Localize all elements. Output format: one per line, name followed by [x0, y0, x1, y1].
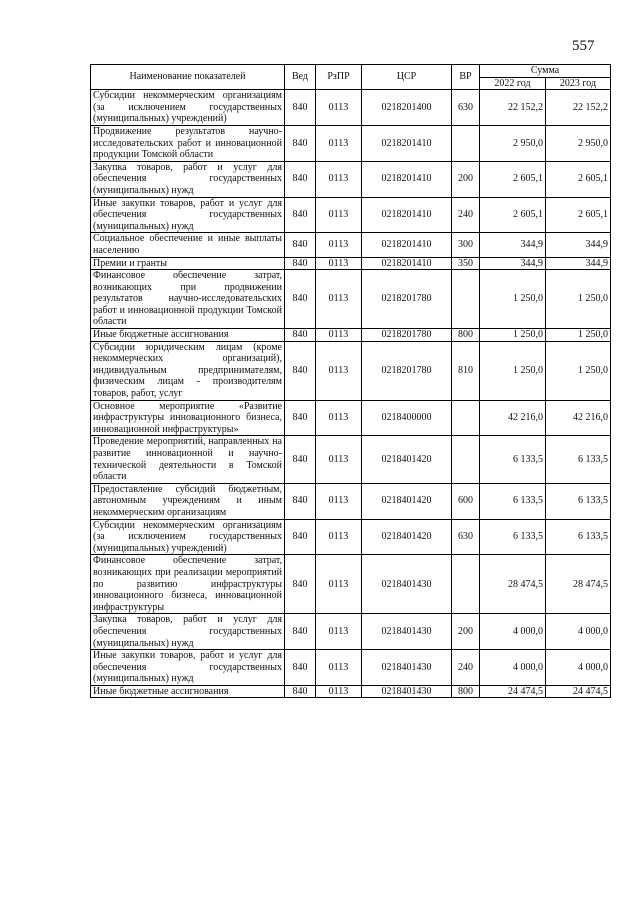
row-sum-2023: 1 250,0 — [546, 270, 611, 329]
table-row — [91, 125, 611, 161]
row-sum-2022: 4 000,0 — [480, 614, 546, 650]
row-csr: 0218201410 — [362, 161, 452, 197]
row-ved: 840 — [285, 519, 316, 555]
header-sum: Сумма — [480, 65, 611, 78]
row-sum-2022: 344,9 — [480, 257, 546, 270]
table-row — [91, 161, 611, 197]
page-number: 557 — [572, 38, 595, 54]
row-name: Предоставление субсидий бюджетным, автономным учреждениям и иным некоммерческим организациям — [91, 483, 285, 519]
row-sum-2023: 42 216,0 — [546, 400, 611, 436]
row-csr: 0218201410 — [362, 233, 452, 257]
row-sum-2022: 4 000,0 — [480, 650, 546, 686]
row-vr: 240 — [452, 197, 480, 233]
header-rzpr: РзПР — [316, 65, 362, 90]
row-sum-2023: 6 133,5 — [546, 483, 611, 519]
row-sum-2023: 2 605,1 — [546, 161, 611, 197]
row-csr: 0218201410 — [362, 257, 452, 270]
row-rzpr: 0113 — [316, 685, 362, 698]
row-name: Субсидии некоммерческим организациям (за исключением государственных (муниципальных) учреждений) — [91, 519, 285, 555]
row-sum-2022: 22 152,2 — [480, 90, 546, 126]
row-sum-2022: 6 133,5 — [480, 519, 546, 555]
row-csr: 0218201400 — [362, 90, 452, 126]
row-csr: 0218401430 — [362, 650, 452, 686]
row-sum-2023: 24 474,5 — [546, 685, 611, 698]
row-rzpr: 0113 — [316, 125, 362, 161]
row-vr: 630 — [452, 519, 480, 555]
row-csr: 0218201410 — [362, 125, 452, 161]
row-name: Закупка товаров, работ и услуг для обеспечения государственных (муниципальных) нужд — [91, 161, 285, 197]
row-csr: 0218201410 — [362, 197, 452, 233]
table-row — [91, 270, 611, 329]
row-sum-2023: 28 474,5 — [546, 555, 611, 614]
header-vr: ВР — [452, 65, 480, 90]
row-sum-2023: 6 133,5 — [546, 519, 611, 555]
row-ved: 840 — [285, 257, 316, 270]
row-rzpr: 0113 — [316, 341, 362, 400]
row-ved: 840 — [285, 400, 316, 436]
row-sum-2022: 2 950,0 — [480, 125, 546, 161]
row-rzpr: 0113 — [316, 555, 362, 614]
row-sum-2022: 42 216,0 — [480, 400, 546, 436]
row-name: Иные бюджетные ассигнования — [91, 685, 285, 698]
row-name: Премии и гранты — [91, 257, 285, 270]
budget-table — [90, 64, 611, 698]
row-csr: 0218400000 — [362, 400, 452, 436]
row-ved: 840 — [285, 270, 316, 329]
row-sum-2022: 1 250,0 — [480, 329, 546, 342]
row-vr — [452, 400, 480, 436]
row-ved: 840 — [285, 483, 316, 519]
row-csr: 0218201780 — [362, 341, 452, 400]
row-csr: 0218401420 — [362, 483, 452, 519]
row-name: Закупка товаров, работ и услуг для обеспечения государственных (муниципальных) нужд — [91, 614, 285, 650]
row-vr: 630 — [452, 90, 480, 126]
row-vr — [452, 436, 480, 483]
row-name: Основное мероприятие «Развитие инфраструктуры инновационного бизнеса, инновационной инфраструктуры» — [91, 400, 285, 436]
row-vr — [452, 125, 480, 161]
row-csr: 0218401430 — [362, 614, 452, 650]
row-ved: 840 — [285, 685, 316, 698]
table-row — [91, 233, 611, 257]
row-rzpr: 0113 — [316, 483, 362, 519]
table-body — [91, 90, 611, 698]
table-row — [91, 341, 611, 400]
row-sum-2022: 28 474,5 — [480, 555, 546, 614]
row-sum-2023: 22 152,2 — [546, 90, 611, 126]
row-rzpr: 0113 — [316, 233, 362, 257]
header-csr: ЦСР — [362, 65, 452, 90]
row-vr: 600 — [452, 483, 480, 519]
row-ved: 840 — [285, 197, 316, 233]
table-header — [91, 65, 611, 90]
row-sum-2023: 344,9 — [546, 233, 611, 257]
table-row — [91, 90, 611, 126]
row-vr: 240 — [452, 650, 480, 686]
row-csr: 0218401430 — [362, 685, 452, 698]
row-rzpr: 0113 — [316, 650, 362, 686]
table-row — [91, 685, 611, 698]
row-sum-2023: 1 250,0 — [546, 329, 611, 342]
table-row — [91, 650, 611, 686]
row-csr: 0218201780 — [362, 329, 452, 342]
row-rzpr: 0113 — [316, 614, 362, 650]
row-vr — [452, 270, 480, 329]
table-row — [91, 197, 611, 233]
row-ved: 840 — [285, 650, 316, 686]
row-name: Иные закупки товаров, работ и услуг для обеспечения государственных (муниципальных) нужд — [91, 650, 285, 686]
row-ved: 840 — [285, 614, 316, 650]
row-ved: 840 — [285, 161, 316, 197]
row-csr: 0218401430 — [362, 555, 452, 614]
row-vr: 200 — [452, 161, 480, 197]
row-name: Иные бюджетные ассигнования — [91, 329, 285, 342]
header-ved: Вед — [285, 65, 316, 90]
row-sum-2022: 6 133,5 — [480, 436, 546, 483]
row-sum-2023: 1 250,0 — [546, 341, 611, 400]
row-ved: 840 — [285, 555, 316, 614]
row-ved: 840 — [285, 341, 316, 400]
row-ved: 840 — [285, 329, 316, 342]
row-sum-2022: 1 250,0 — [480, 270, 546, 329]
header-year-2023: 2023 год — [546, 77, 611, 90]
row-name: Проведение мероприятий, направленных на развитие инновационной и научно-технической деятельности в Томской области — [91, 436, 285, 483]
header-name: Наименование показателей — [91, 65, 285, 90]
row-ved: 840 — [285, 436, 316, 483]
row-sum-2023: 6 133,5 — [546, 436, 611, 483]
row-rzpr: 0113 — [316, 519, 362, 555]
row-vr: 810 — [452, 341, 480, 400]
row-ved: 840 — [285, 233, 316, 257]
row-sum-2022: 2 605,1 — [480, 161, 546, 197]
row-vr: 800 — [452, 329, 480, 342]
header-year-2022: 2022 год — [480, 77, 546, 90]
row-sum-2023: 2 950,0 — [546, 125, 611, 161]
row-rzpr: 0113 — [316, 161, 362, 197]
row-name: Субсидии некоммерческим организациям (за исключением государственных (муниципальных) учреждений) — [91, 90, 285, 126]
table-row — [91, 400, 611, 436]
table-row — [91, 519, 611, 555]
table-row — [91, 436, 611, 483]
row-rzpr: 0113 — [316, 257, 362, 270]
row-name: Социальное обеспечение и иные выплаты населению — [91, 233, 285, 257]
row-rzpr: 0113 — [316, 400, 362, 436]
row-vr: 300 — [452, 233, 480, 257]
row-sum-2022: 2 605,1 — [480, 197, 546, 233]
row-rzpr: 0113 — [316, 270, 362, 329]
row-sum-2022: 6 133,5 — [480, 483, 546, 519]
row-name: Продвижение результатов научно-исследовательских работ и инновационной продукции Томской области — [91, 125, 285, 161]
row-vr: 350 — [452, 257, 480, 270]
row-vr — [452, 555, 480, 614]
row-vr: 200 — [452, 614, 480, 650]
row-csr: 0218401420 — [362, 436, 452, 483]
row-rzpr: 0113 — [316, 90, 362, 126]
row-name: Финансовое обеспечение затрат, возникающих при продвижении результатов научно-исследовательских работ и инновационной продукции Томской области — [91, 270, 285, 329]
row-rzpr: 0113 — [316, 436, 362, 483]
row-rzpr: 0113 — [316, 197, 362, 233]
row-name: Субсидии юридическим лицам (кроме некоммерческих организаций), индивидуальным предпринимателям, физическим лицам - производителям товаров, работ, услуг — [91, 341, 285, 400]
table-row — [91, 614, 611, 650]
row-sum-2022: 1 250,0 — [480, 341, 546, 400]
row-sum-2023: 4 000,0 — [546, 650, 611, 686]
row-csr: 0218401420 — [362, 519, 452, 555]
row-sum-2023: 344,9 — [546, 257, 611, 270]
row-vr: 800 — [452, 685, 480, 698]
row-name: Финансовое обеспечение затрат, возникающих при реализации мероприятий по развитию инфраструктуры инновационного бизнеса, инновационной инфраструктуры — [91, 555, 285, 614]
row-name: Иные закупки товаров, работ и услуг для обеспечения государственных (муниципальных) нужд — [91, 197, 285, 233]
row-sum-2022: 24 474,5 — [480, 685, 546, 698]
row-ved: 840 — [285, 90, 316, 126]
table-row — [91, 329, 611, 342]
row-sum-2023: 4 000,0 — [546, 614, 611, 650]
table-row — [91, 257, 611, 270]
table-row — [91, 555, 611, 614]
table-row — [91, 483, 611, 519]
row-rzpr: 0113 — [316, 329, 362, 342]
row-csr: 0218201780 — [362, 270, 452, 329]
row-sum-2022: 344,9 — [480, 233, 546, 257]
row-ved: 840 — [285, 125, 316, 161]
row-sum-2023: 2 605,1 — [546, 197, 611, 233]
